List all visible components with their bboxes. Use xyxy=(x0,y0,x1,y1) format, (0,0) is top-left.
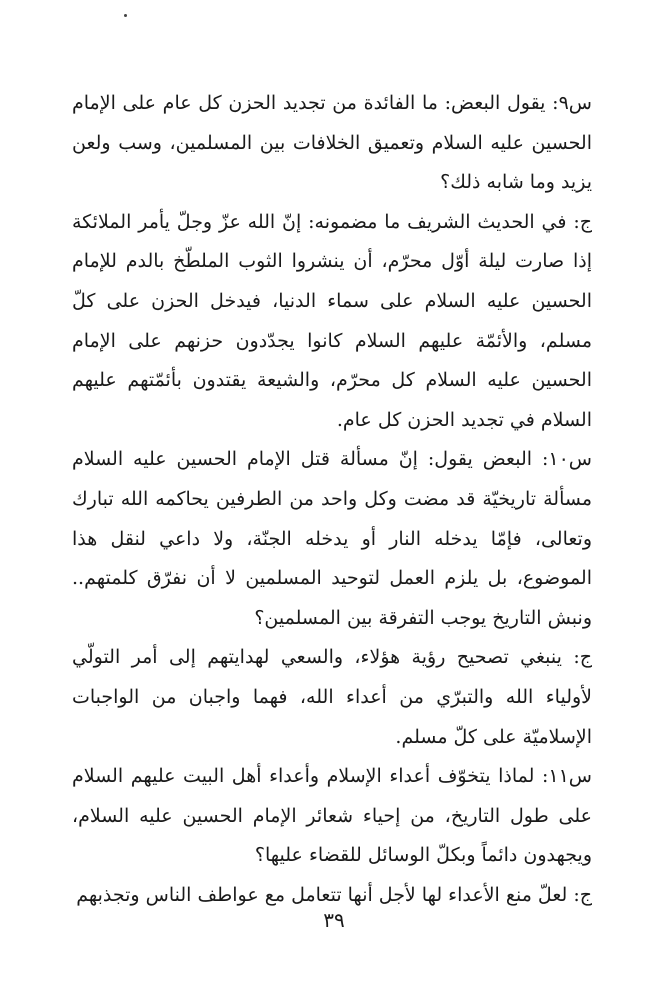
question-9 xyxy=(72,84,592,203)
question-11 xyxy=(72,757,592,876)
question-10 xyxy=(72,440,592,638)
paragraph-text: ينبغي تصحيح رؤية هؤلاء، والسعي لهدايتهم إلى أمر التولّي لأولياء الله والتبرّي من أعداء الله، فهما واجبان من الواجبات الإسلاميّة على كلّ مسلم. xyxy=(72,646,592,748)
answer-10 xyxy=(72,638,592,757)
page-number: ٣٩ xyxy=(323,908,345,932)
page-body xyxy=(72,84,592,915)
paragraph-label: ج: xyxy=(573,210,592,233)
paragraph-text: لعلّ منع الأعداء لها لأجل أنها تتعامل مع عواطف الناس وتجذبهم xyxy=(76,883,568,906)
paragraph-text: البعض يقول: إنّ مسألة قتل الإمام الحسين عليه السلام مسألة تاريخيّة قد مضت وكل واحد من الطرفين يحاكمه الله تبارك وتعالى، فإمّا يدخله النار أو يدخله الجنّة، ولا داعي لنقل هذا الموضوع، بل يلزم العمل لتوحيد المسلمين لا أن نفرّق كلمتهم.. ونبش التاريخ يوجب التفرقة بين المسلمين؟ xyxy=(72,448,592,629)
paragraph-label: ج: xyxy=(573,883,592,906)
paragraph-text: في الحديث الشريف ما مضمونه: إنّ الله عزّ وجلّ يأمر الملائكة إذا صارت ليلة أوّل محرّم، أن ينشروا الثوب الملطّخ بالدم للإمام الحسين عليه السلام على سماء الدنيا، فيدخل الحزن على كلّ مسلم، والأئمّة عليهم السلام كانوا يجدّدون حزنهم على الإمام الحسين عليه السلام كل محرّم، والشيعة يقتدون بأئمّتهم عليهم السلام في تجديد الحزن كل عام. xyxy=(72,210,592,431)
paragraph-label: ج: xyxy=(573,646,592,669)
paragraph-text: يقول البعض: ما الفائدة من تجديد الحزن كل عام على الإمام الحسين عليه السلام وتعميق الخلافات بين المسلمين، وسب ولعن يزيد وما شابه ذلك؟ xyxy=(72,92,592,194)
paragraph-label: س١٠: xyxy=(541,448,592,471)
paragraph-text: لماذا يتخوّف أعداء الإسلام وأعداء أهل البيت عليهم السلام على طول التاريخ، من إحياء شعائر الإمام الحسين عليه السلام، ويجهدون دائماً وبكلّ الوسائل للقضاء عليها؟ xyxy=(72,765,592,867)
page-mark xyxy=(124,14,127,17)
answer-9 xyxy=(72,203,592,441)
paragraph-label: س٩: xyxy=(552,92,592,114)
paragraph-label: س١١: xyxy=(541,765,592,788)
